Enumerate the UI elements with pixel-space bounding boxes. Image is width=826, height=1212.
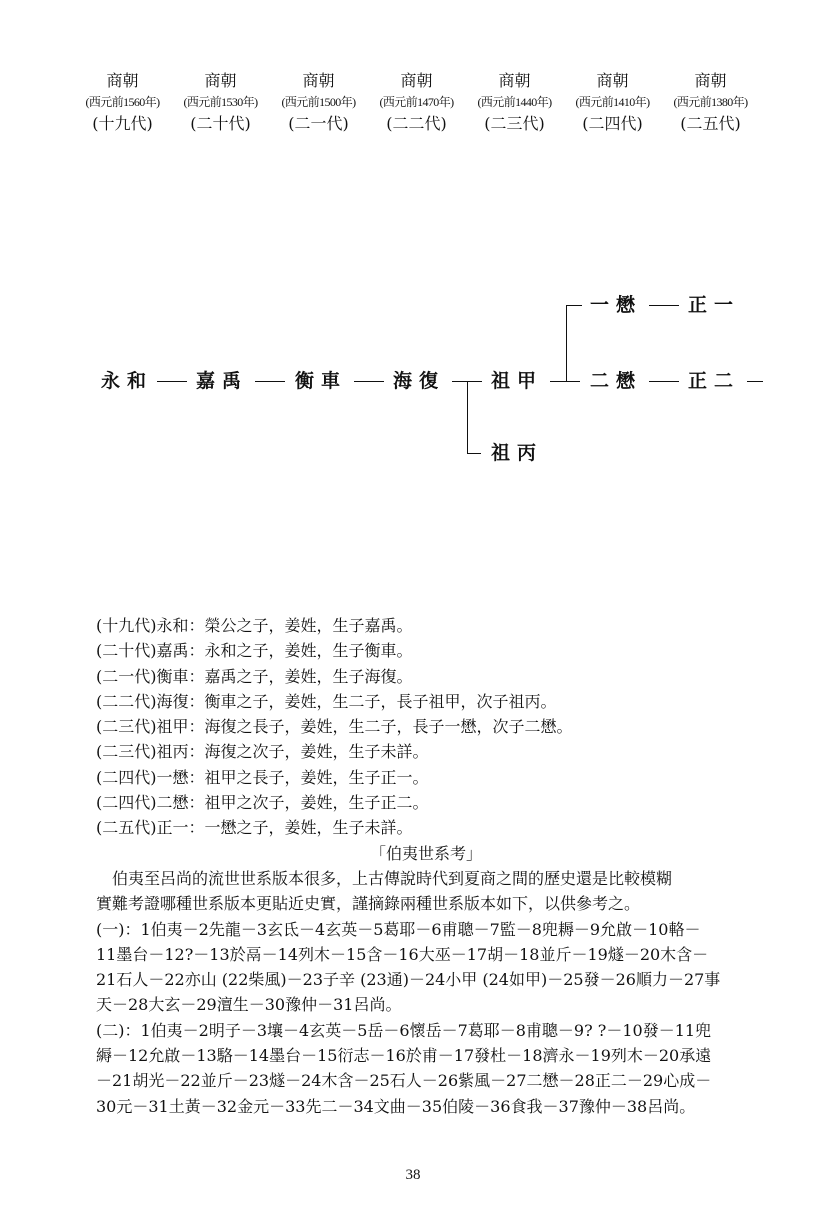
genealogy-entry: (二二代)海復：衡車之子，姜姓，生二子，長子祖甲，次子祖丙。	[96, 691, 557, 711]
paragraph-line: 天－28大玄－29澶生－30豫仲－31呂尚。	[96, 995, 402, 1015]
year-label: (西元前1560年)	[85, 95, 160, 109]
dynasty-label: 商朝	[302, 71, 335, 90]
genealogy-entry: (十九代)永和：榮公之子，姜姓，生子嘉禹。	[96, 616, 413, 635]
paragraph-line: 實難考證哪種世系版本更貼近史實，謹摘錄兩種世系版本如下，以供參考之。	[96, 894, 641, 914]
dynasty-label: 商朝	[400, 71, 433, 90]
tree-node-haifu: 海復	[393, 370, 446, 392]
tree-node-zujia: 祖甲	[491, 370, 544, 392]
paragraph-line: (一)：1伯夷－2先龍－3玄氐－4玄英－5葛耶－6甫聰－7監－8兜耨－9允啟－10輅－	[96, 919, 701, 939]
genealogy-text	[96, 613, 786, 1119]
generation-label: (二十代)	[190, 114, 251, 133]
tree-node-hengche: 衡車	[295, 370, 348, 392]
tree-connector	[467, 381, 468, 453]
tree-node-jiayu: 嘉禹	[196, 370, 249, 392]
paragraph-line: (二)：1伯夷－2明子－3壤－4玄英－5岳－6懷岳－7葛耶－8甫聰－9? ?－10發－11兜	[96, 1020, 712, 1040]
generation-label: (二五代)	[680, 114, 741, 133]
paragraph-line: 伯夷至呂尚的流世世系版本很多，上古傳說時代到夏商之間的歷史還是比較模糊	[96, 868, 673, 888]
paragraph-line: －21胡光－22並斤－23燧－24木含－25石人－26紫風－27二懋－28正二－29心成－	[96, 1071, 712, 1091]
tree-connector	[550, 381, 580, 382]
generation-label: (二二代)	[386, 114, 447, 133]
page-number: 38	[405, 1167, 421, 1183]
dynasty-label: 商朝	[498, 71, 531, 90]
tree-node-zhengyi: 正一	[688, 294, 741, 316]
tree-node-yonghe: 永和	[101, 370, 154, 392]
dynasty-label: 商朝	[596, 71, 629, 90]
genealogy-entry: (二五代)正一：一懋之子，姜姓，生子未詳。	[96, 818, 413, 838]
genealogy-entry: (二四代)二懋：祖甲之次子，姜姓，生子正二。	[96, 793, 429, 813]
tree-node-zhenger: 正二	[688, 370, 741, 392]
tree-node-yimao: 一懋	[590, 294, 643, 316]
genealogy-entry: (二三代)祖甲：海復之長子，姜姓，生二子，長子一懋，次子二懋。	[96, 717, 573, 737]
tree-node-ermao: 二懋	[590, 370, 643, 392]
year-label: (西元前1380年)	[673, 95, 748, 109]
genealogy-entry: (二十代)嘉禹：永和之子，姜姓，生子衡車。	[96, 641, 413, 661]
year-label: (西元前1500年)	[281, 95, 356, 109]
paragraph-line: 11墨台－12?－13於鬲－14列木－15含－16大巫－17胡－18並斤－19燧－20木含－	[96, 944, 709, 964]
generation-label: (二三代)	[484, 114, 545, 133]
tree-connector	[747, 381, 763, 382]
year-label: (西元前1530年)	[183, 95, 258, 109]
dynasty-label: 商朝	[694, 71, 727, 90]
tree-connector	[649, 305, 679, 306]
generation-label: (二四代)	[582, 114, 643, 133]
tree-connector	[467, 453, 481, 454]
genealogy-entry: (二一代)衡車：嘉禹之子，姜姓，生子海復。	[96, 666, 413, 686]
tree-connector	[157, 381, 187, 382]
tree-connector	[354, 381, 384, 382]
paragraph-line: 30元－31土黃－32金元－33先二－34文曲－35伯陵－36食我－37豫仲－38呂尚。	[96, 1096, 696, 1116]
year-label: (西元前1440年)	[477, 95, 552, 109]
dynasty-label: 商朝	[106, 71, 139, 90]
year-label: (西元前1470年)	[379, 95, 454, 109]
family-tree	[0, 0, 826, 520]
tree-connector	[566, 305, 567, 381]
paragraph-line: 縟－12允啟－13駱－14墨台－15衍志－16於甫－17發杜－18濟永－19列木－20承遠	[96, 1046, 712, 1066]
section-title: 「伯夷世系考」	[369, 843, 482, 863]
dynasty-label: 商朝	[204, 71, 237, 90]
genealogy-entry: (二四代)一懋：祖甲之長子，姜姓，生子正一。	[96, 767, 429, 787]
tree-node-zubing: 祖丙	[491, 442, 544, 464]
generation-label: (十九代)	[92, 114, 153, 133]
tree-connector	[255, 381, 285, 382]
year-label: (西元前1410年)	[575, 95, 650, 109]
genealogy-entry: (二三代)祖丙：海復之次子，姜姓，生子未詳。	[96, 742, 429, 762]
tree-connector	[649, 381, 679, 382]
generation-label: (二一代)	[288, 114, 349, 133]
tree-connector	[566, 305, 582, 306]
paragraph-line: 21石人－22亦山 (22柴風)－23子辛 (23通)－24小甲 (24如甲)－25發－26順力－27事	[96, 970, 721, 990]
